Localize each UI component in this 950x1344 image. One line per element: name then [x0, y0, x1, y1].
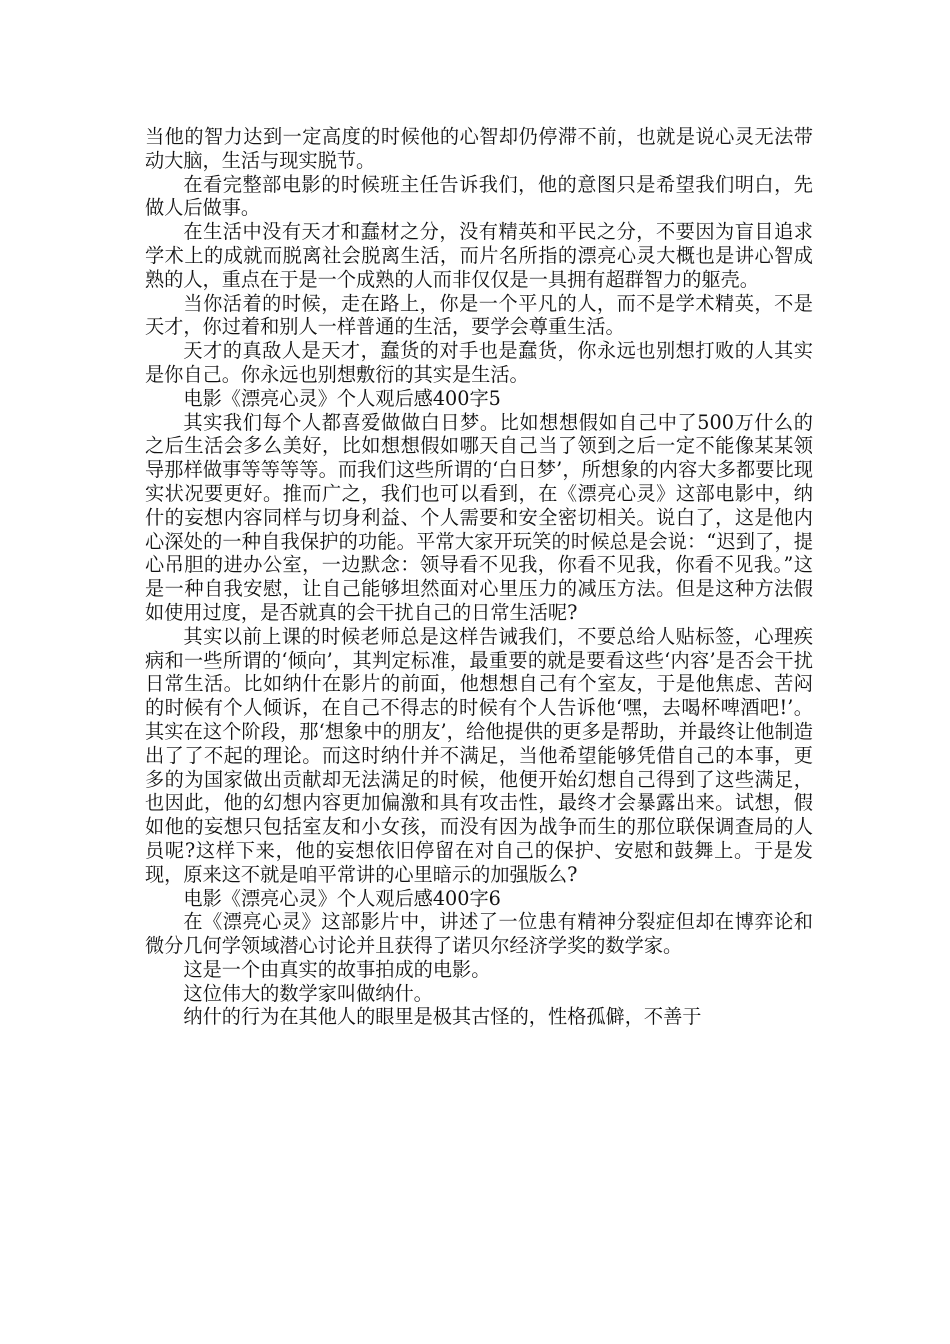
paragraph: 在《漂亮心灵》这部影片中，讲述了一位患有精神分裂症但却在博弈论和微分几何学领域潜心讨论并且获得了诺贝尔经济学奖的数学家。: [145, 910, 813, 958]
paragraph: 这位伟大的数学家叫做纳什。: [183, 981, 433, 1005]
paragraph: 其实我们每个人都喜爱做做白日梦。比如想想假如自己中了500万什么的之后生活会多么美好，比如想想假如哪天自己当了领到之后一定不能像某某领导那样做事等等等等。而我们这些所谓的‘白日梦’，所想象的内容大多都要比现实状况要更好。推而广之，我们也可以看到，在《漂亮心灵》这部电影中，纳什的妄想内容同样与切身利益、个人需要和安全密切相关。说白了，这是他内心深处的一种自我保护的功能。平常大家开玩笑的时候总是会说：“迟到了，提心吊胆的进办公室，一边默念：领导看不见我，你看不见我，你看不见我。”这是一种自我安慰，让自己能够坦然面对心里压力的减压方法。但是这种方法假如使用过度，是否就真的会干扰自己的日常生活呢?: [145, 410, 813, 624]
paragraph: 纳什的行为在其他人的眼里是极其古怪的，性格孤僻，不善于: [183, 1005, 702, 1029]
paragraph: 其实以前上课的时候老师总是这样告诫我们，不要总给人贴标签，心理疾病和一些所谓的‘倾向’，其判定标准，最重要的就是要看这些‘内容’是否会干扰日常生活。比如纳什在影片的前面，他想想自己有个室友，于是他焦虑、苦闷的时候有个人倾诉，在自己不得志的时候有个人告诉他‘嘿，去喝杯啤酒吧!’。其实在这个阶段，那‘想象中的朋友’，给他提供的更多是帮助，并最终让他制造出了了不起的理论。而这时纳什并不满足，当他希望能够凭借自己的本事，更多的为国家做出贡献却无法满足的时候，他便开始幻想自己得到了这些满足，也因此，他的幻想内容更加偏激和具有攻击性，最终才会暴露出来。试想，假如他的妄想只包括室友和小女孩，而没有因为战争而生的那位联保调查局的人员呢?这样下来，他的妄想依旧停留在对自己的保护、安慰和鼓舞上。于是发现，原来这不就是咱平常讲的心里暗示的加强版么?: [145, 624, 813, 886]
paragraph: 当你活着的时候，走在路上，你是一个平凡的人，而不是学术精英，不是天才，你过着和别人一样普通的生活，要学会尊重生活。: [145, 291, 813, 339]
paragraph: 这是一个由真实的故事拍成的电影。: [183, 957, 491, 981]
document-page: [145, 125, 813, 1029]
paragraph: 在看完整部电影的时候班主任告诉我们，他的意图只是希望我们明白，先做人后做事。: [145, 172, 813, 220]
section-heading: 电影《漂亮心灵》个人观后感400字6: [183, 886, 501, 910]
paragraph: 天才的真敌人是天才，蠢货的对手也是蠢货，你永远也别想打败的人其实是你自己。你永远也别想敷衍的其实是生活。: [145, 339, 813, 386]
paragraph: 当他的智力达到一定高度的时候他的心智却仍停滞不前，也就是说心灵无法带动大脑，生活与现实脱节。: [145, 125, 813, 172]
section-heading: 电影《漂亮心灵》个人观后感400字5: [183, 386, 501, 410]
paragraph: 在生活中没有天才和蠢材之分，没有精英和平民之分，不要因为盲目追求学术上的成就而脱离社会脱离生活，而片名所指的漂亮心灵大概也是讲心智成熟的人，重点在于是一个成熟的人而非仅仅是一具拥有超群智力的躯壳。: [145, 220, 813, 291]
